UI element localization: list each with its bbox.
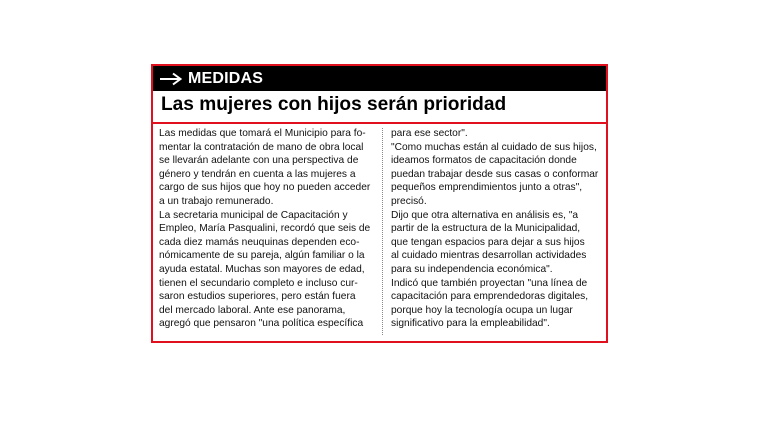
- text-line: para ese sector".: [391, 128, 468, 139]
- text-line: capacitación para emprendedoras digitales,: [391, 291, 589, 303]
- arrow-right-icon: [158, 66, 188, 91]
- text-line: precisó.: [391, 195, 427, 207]
- text-line: Indicó que también proyectan "una línea de: [391, 277, 588, 289]
- text-line: cargo de sus hijos que hoy no pueden acceder: [159, 182, 371, 194]
- text-line: mentar la contratación de mano de obra local: [159, 141, 364, 153]
- text-line: Dijo que otra alternativa en análisis es, "a: [391, 209, 579, 221]
- text-line: del mercado laboral. Ante ese panorama,: [159, 304, 346, 316]
- text-line: a un trabajo remunerado.: [159, 195, 274, 207]
- text-line: cada diez mamás neuquinas dependen eco-: [159, 236, 360, 248]
- text-line: al cuidado mientras desarrollan actividades: [391, 250, 587, 262]
- text-line: nómicamente de su pareja, algún familiar o la: [159, 250, 365, 262]
- text-line: para su independencia económica".: [391, 263, 553, 275]
- text-line: La secretaria municipal de Capacitación y: [159, 209, 348, 221]
- text-line: Empleo, María Pasqualini, recordó que seis de: [159, 223, 371, 235]
- text-line: partir de la estructura de la Municipalidad,: [391, 223, 581, 235]
- text-line: Las medidas que tomará el Municipio para fo-: [159, 128, 366, 139]
- text-line: puedan trabajar desde sus casas o conformar: [391, 168, 599, 180]
- text-line: porque hoy la tecnología ocupa un lugar: [391, 304, 573, 316]
- text-line: agregó que pensaron "una política específica: [159, 318, 364, 330]
- text-line: se llevarán adelante con una perspectiva de: [159, 155, 359, 167]
- text-line: ideamos formatos de capacitación donde: [391, 155, 577, 167]
- text-line: ayuda estatal. Muchas son mayores de edad,: [159, 263, 365, 275]
- headline-rule: [153, 122, 606, 124]
- text-line: que tengan espacios para dejar a sus hijos: [391, 236, 585, 248]
- text-line: pequeños emprendimientos junto a otras",: [391, 182, 583, 194]
- text-line: significativo para la empleabilidad".: [391, 318, 550, 330]
- section-bar: [153, 66, 606, 91]
- column-divider: [382, 128, 383, 335]
- right-column: [391, 127, 604, 331]
- text-line: saron estudios superiores, pero están fuera: [159, 291, 356, 303]
- news-box: [151, 64, 608, 343]
- headline: Las mujeres con hijos serán prioridad: [161, 93, 507, 115]
- section-label: MEDIDAS: [188, 69, 264, 87]
- text-line: "Como muchas están al cuidado de sus hijos,: [391, 141, 597, 153]
- left-column: [159, 127, 377, 331]
- text-line: género y tendrán en cuenta a las mujeres a: [159, 168, 356, 180]
- text-line: tienen el secundario completo e incluso cur-: [159, 277, 358, 289]
